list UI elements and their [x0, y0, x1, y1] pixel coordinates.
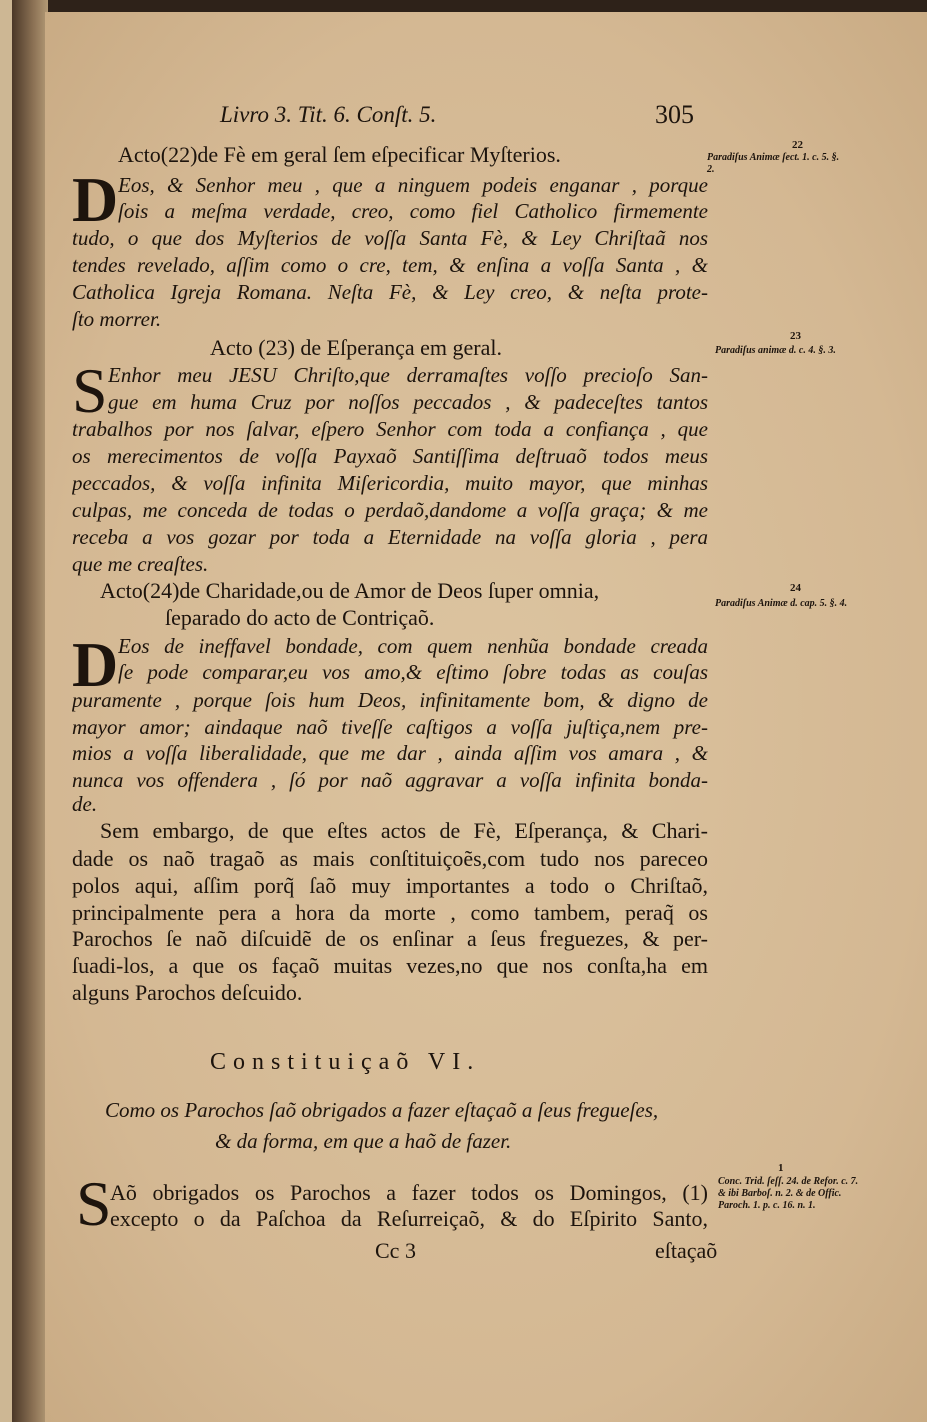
text-line: de. [72, 792, 98, 816]
text-line: excepto o da Paſchoa da Reſurreiçaõ, & do Eſpirito Santo, [110, 1206, 708, 1231]
signature-mark: Cc 3 [375, 1238, 416, 1263]
text-line: ſe pode comparar,eu vos amo,& eſtimo ſobre todas as couſas [118, 660, 708, 684]
text-line: nunca vos offendera , ſó por naõ aggravar a voſſa infinita bonda- [72, 768, 708, 792]
text-line: os merecimentos de voſſa Payxaõ Santiſſima deſtruaõ todos meus [72, 444, 708, 468]
drop-cap: S [76, 1168, 112, 1239]
text-line: puramente , porque ſois hum Deos, infinitamente bom, & digno de [72, 688, 708, 712]
text-line: tudo, o que dos Myſterios de voſſa Santa Fè, & Ley Chriſtaã nos [72, 226, 708, 250]
margin-note: Conc. Trid. ſeſſ. 24. de Refor. c. 7. & ibi Barboſ. n. 2. & de Offic. Paroch. 1. p. c. 16. n. 1. [718, 1176, 859, 1211]
text-line: ſto morrer. [72, 307, 162, 331]
drop-cap: S [72, 355, 108, 426]
text-line: mios a voſſa liberalidade, que me dar , ainda aſſim vos amara , & [72, 741, 708, 765]
acto24-heading: Acto(24)de Charidade,ou de Amor de Deos ſuper omnia, [100, 578, 600, 603]
text-line: trabalhos por nos ſalvar, eſpero Senhor com toda a confiança , que [72, 417, 708, 441]
text-line: principalmente pera a hora da morte , como tambem, peraq̃ os [72, 900, 708, 925]
page-number: 305 [655, 100, 694, 129]
margin-note-number: 24 [790, 582, 801, 594]
text-line: peccados, & voſſa infinita Miſericordia, muito mayor, que minhas [72, 471, 708, 495]
text-line: receba a vos gozar por toda a Eternidade na voſſa gloria , pera [72, 525, 708, 549]
text-line: mayor amor; aindaque naõ tiveſſe caſtigos a voſſa juſtiça,nem pre- [72, 715, 708, 739]
text-line: Sem embargo, de que eſtes actos de Fè, Eſperança, & Chari- [100, 818, 708, 843]
margin-note-number: 23 [790, 330, 801, 342]
section-subtitle: Como os Parochos ſaõ obrigados a fazer eſtaçaõ a ſeus fregueſes, [105, 1098, 659, 1122]
acto22-heading: Acto(22)de Fè em geral ſem eſpecificar Myſterios. [118, 142, 561, 167]
running-title: Livro 3. Tit. 6. Conſt. 5. [220, 102, 437, 127]
text-line: gue em huma Cruz por noſſos peccados , & padeceſtes tantos [108, 390, 708, 414]
book-gutter [12, 0, 48, 1422]
text-line: alguns Parochos deſcuido. [72, 980, 303, 1005]
text-line: dade os naõ tragaõ as mais conſtituiçoẽs,com tudo nos pareceo [72, 846, 708, 871]
text-line: Eos, & Senhor meu , que a ninguem podeis enganar , porque [118, 173, 708, 197]
section-title: Constituiçaõ VI. [210, 1049, 481, 1075]
text-line: Eos de ineffavel bondade, com quem nenhũa bondade creada [118, 634, 708, 658]
margin-note: Paradiſus animæ d. c. 4. §. 3. [715, 345, 836, 356]
drop-cap: D [72, 164, 119, 235]
text-line: ſuadi-los, a que os façaõ muitas vezes,no que nos conſta,ha em [72, 953, 708, 978]
margin-note-number: 22 [792, 139, 803, 151]
text-line: Parochos ſe naõ diſcuidẽ de os enſinar a ſeus freguezes, & per- [72, 926, 708, 951]
text-line: Aõ obrigados os Parochos a fazer todos os Domingos, (1) [110, 1180, 708, 1205]
acto24-subheading: ſeparado do acto de Contriçaõ. [165, 605, 435, 630]
acto23-heading: Acto (23) de Eſperança em geral. [210, 335, 502, 360]
catchword: eſtaçaõ [655, 1238, 718, 1263]
margin-note-number: 1 [778, 1162, 784, 1174]
text-line: polos aqui, aſſim porq̃ ſaõ muy importantes a todo o Chriſtaõ, [72, 873, 708, 898]
text-line: tendes revelado, aſſim como o cre, tem, & enſina a voſſa Santa , & [72, 253, 708, 277]
drop-cap: D [72, 629, 119, 700]
margin-note: Paradiſus Animæ ſect. 1. c. 5. §. 2. [707, 152, 840, 175]
section-subtitle: & da forma, em que a haõ de fazer. [215, 1129, 512, 1153]
text-line: Enhor meu JESU Chriſto,que derramaſtes voſſo precioſo San- [108, 363, 708, 387]
margin-note: Paradiſus Animæ d. cap. 5. §. 4. [715, 598, 848, 609]
text-line: ſois a meſma verdade, creo, como fiel Catholico firmemente [118, 199, 708, 223]
facing-page-edge [0, 0, 12, 1422]
text-line: culpas, me conceda de todas o perdaõ,dandome a voſſa graça; & me [72, 498, 708, 522]
text-line: Catholica Igreja Romana. Neſta Fè, & Ley creo, & neſta prote- [72, 280, 708, 304]
text-line: que me creaſtes. [72, 552, 209, 576]
